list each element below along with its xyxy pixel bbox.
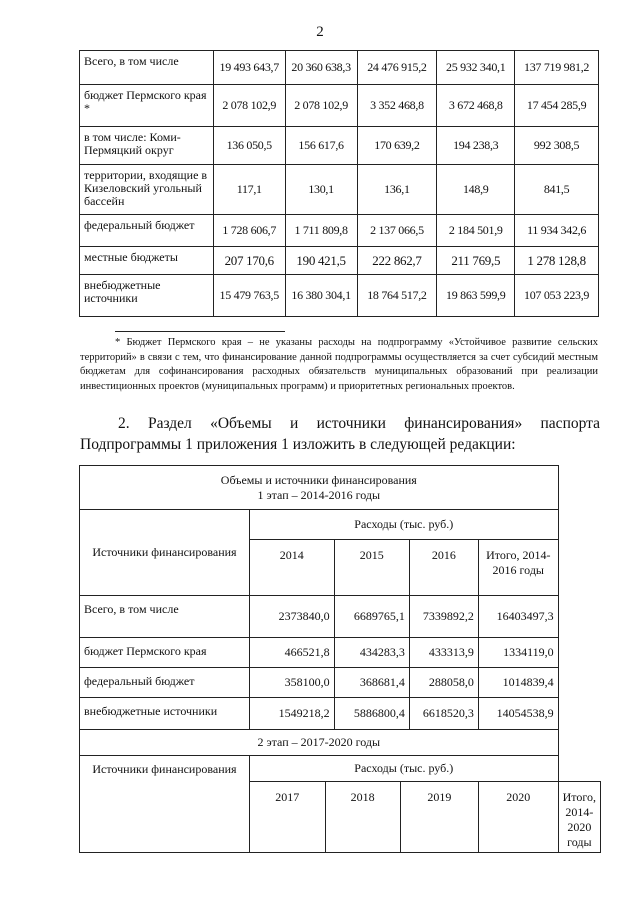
row-label: Всего, в том числе xyxy=(80,596,250,638)
row-label: в том числе: Коми-Пермяцкий округ xyxy=(80,127,214,165)
table-row xyxy=(80,596,601,638)
cell-value: 2 184 501,9 xyxy=(437,215,515,247)
footnote-divider xyxy=(115,331,285,332)
row-label: местные бюджеты xyxy=(80,247,214,275)
cell-value: 6689765,1 xyxy=(334,596,409,638)
row-label: федеральный бюджет xyxy=(80,215,214,247)
cell-value: 24 476 915,2 xyxy=(357,51,437,85)
cell-value: 2 137 066,5 xyxy=(357,215,437,247)
cell-value: 992 308,5 xyxy=(515,127,599,165)
cell-value: 19 493 643,7 xyxy=(213,51,285,85)
cell-value: 170 639,2 xyxy=(357,127,437,165)
cell-value: 25 932 340,1 xyxy=(437,51,515,85)
table-row xyxy=(80,247,599,275)
cell-value: 136 050,5 xyxy=(213,127,285,165)
page-number: 2 xyxy=(316,24,324,40)
cell-value: 194 238,3 xyxy=(437,127,515,165)
row-label: внебюджетные источники xyxy=(80,698,250,730)
table-row xyxy=(80,215,599,247)
cell-value: 137 719 981,2 xyxy=(515,51,599,85)
financing-table-summary xyxy=(79,50,599,317)
table-row xyxy=(80,85,599,127)
cell-value: 17 454 285,9 xyxy=(515,85,599,127)
cell-value: 18 764 517,2 xyxy=(357,275,437,317)
cell-value: 1 711 809,8 xyxy=(285,215,357,247)
cell-value: 130,1 xyxy=(285,165,357,215)
cell-value: 136,1 xyxy=(357,165,437,215)
header-row xyxy=(80,756,601,782)
header-row xyxy=(80,510,601,540)
cell-value: 1 278 128,8 xyxy=(515,247,599,275)
table-title-line: 1 этап – 2014-2016 годы xyxy=(257,487,381,502)
year-header: 2014 xyxy=(249,540,334,596)
paragraph-text: 2. Раздел «Объемы и источники финансирования» паспорта Подпрограммы 1 приложения 1 изложить в следующей редакции: xyxy=(80,415,600,453)
row-label: бюджет Пермского края * xyxy=(80,85,214,127)
expenses-header: Расходы (тыс. руб.) xyxy=(249,756,558,782)
row-label: внебюджетные источники xyxy=(80,275,214,317)
cell-value: 368681,4 xyxy=(334,668,409,698)
year-header: 2018 xyxy=(325,782,400,853)
table-title-line: Объемы и источники финансирования xyxy=(220,472,417,487)
cell-value: 148,9 xyxy=(437,165,515,215)
cell-value: 3 672 468,8 xyxy=(437,85,515,127)
cell-value: 1 728 606,7 xyxy=(213,215,285,247)
total-header: Итого, 2014-2020 годы xyxy=(558,782,600,853)
table-title-row xyxy=(80,466,601,510)
cell-value: 841,5 xyxy=(515,165,599,215)
cell-value: 466521,8 xyxy=(249,638,334,668)
footnote-text: * Бюджет Пермского края – не указаны расходы на подпрограмму «Устойчивое развитие сельских территорий» в связи с тем, что финансирование данной подпрограммы осуществляется за счет субсидий местным бюджетам для софинансирования расходных обязательств муниципальных образований при реализации инвестиционных проектов (муниципальных программ) и приоритетных региональных проектов. xyxy=(80,337,598,392)
year-header: 2020 xyxy=(478,782,558,853)
table-row xyxy=(80,698,601,730)
cell-value: 190 421,5 xyxy=(285,247,357,275)
cell-value: 2 078 102,9 xyxy=(213,85,285,127)
cell-value: 2373840,0 xyxy=(249,596,334,638)
table-row xyxy=(80,165,599,215)
table-row xyxy=(80,127,599,165)
cell-value: 117,1 xyxy=(213,165,285,215)
cell-value: 14054538,9 xyxy=(478,698,558,730)
amendment-paragraph xyxy=(80,413,600,455)
year-header: 2017 xyxy=(249,782,325,853)
row-label: бюджет Пермского края xyxy=(80,638,250,668)
table-row xyxy=(80,51,599,85)
cell-value: 16 380 304,1 xyxy=(285,275,357,317)
cell-value: 2 078 102,9 xyxy=(285,85,357,127)
cell-value: 433313,9 xyxy=(409,638,478,668)
cell-value: 207 170,6 xyxy=(213,247,285,275)
cell-value: 3 352 468,8 xyxy=(357,85,437,127)
sources-header: Источники финансирования xyxy=(80,510,250,596)
financing-table-stages xyxy=(79,465,601,853)
cell-value: 19 863 599,9 xyxy=(437,275,515,317)
year-header: 2016 xyxy=(409,540,478,596)
expenses-header: Расходы (тыс. руб.) xyxy=(249,510,558,540)
cell-value: 288058,0 xyxy=(409,668,478,698)
sources-header: Источники финансирования xyxy=(80,756,250,853)
total-header: Итого, 2014-2016 годы xyxy=(478,540,558,596)
stage2-title: 2 этап – 2017-2020 годы xyxy=(80,730,559,756)
table-title xyxy=(80,466,559,510)
table-row xyxy=(80,668,601,698)
cell-value: 11 934 342,6 xyxy=(515,215,599,247)
cell-value: 1334119,0 xyxy=(478,638,558,668)
cell-value: 5886800,4 xyxy=(334,698,409,730)
cell-value: 222 862,7 xyxy=(357,247,437,275)
year-header: 2015 xyxy=(334,540,409,596)
table-row xyxy=(80,275,599,317)
cell-value: 156 617,6 xyxy=(285,127,357,165)
cell-value: 434283,3 xyxy=(334,638,409,668)
row-label: территории, входящие в Кизеловский угольный бассейн xyxy=(80,165,214,215)
cell-value: 1549218,2 xyxy=(249,698,334,730)
footnote xyxy=(80,336,598,394)
cell-value: 6618520,3 xyxy=(409,698,478,730)
stage-title-row xyxy=(80,730,601,756)
cell-value: 211 769,5 xyxy=(437,247,515,275)
cell-value: 1014839,4 xyxy=(478,668,558,698)
cell-value: 20 360 638,3 xyxy=(285,51,357,85)
cell-value: 15 479 763,5 xyxy=(213,275,285,317)
row-label: Всего, в том числе xyxy=(80,51,214,85)
cell-value: 7339892,2 xyxy=(409,596,478,638)
cell-value: 107 053 223,9 xyxy=(515,275,599,317)
year-header: 2019 xyxy=(400,782,478,853)
row-label: федеральный бюджет xyxy=(80,668,250,698)
cell-value: 358100,0 xyxy=(249,668,334,698)
table-row xyxy=(80,638,601,668)
cell-value: 16403497,3 xyxy=(478,596,558,638)
